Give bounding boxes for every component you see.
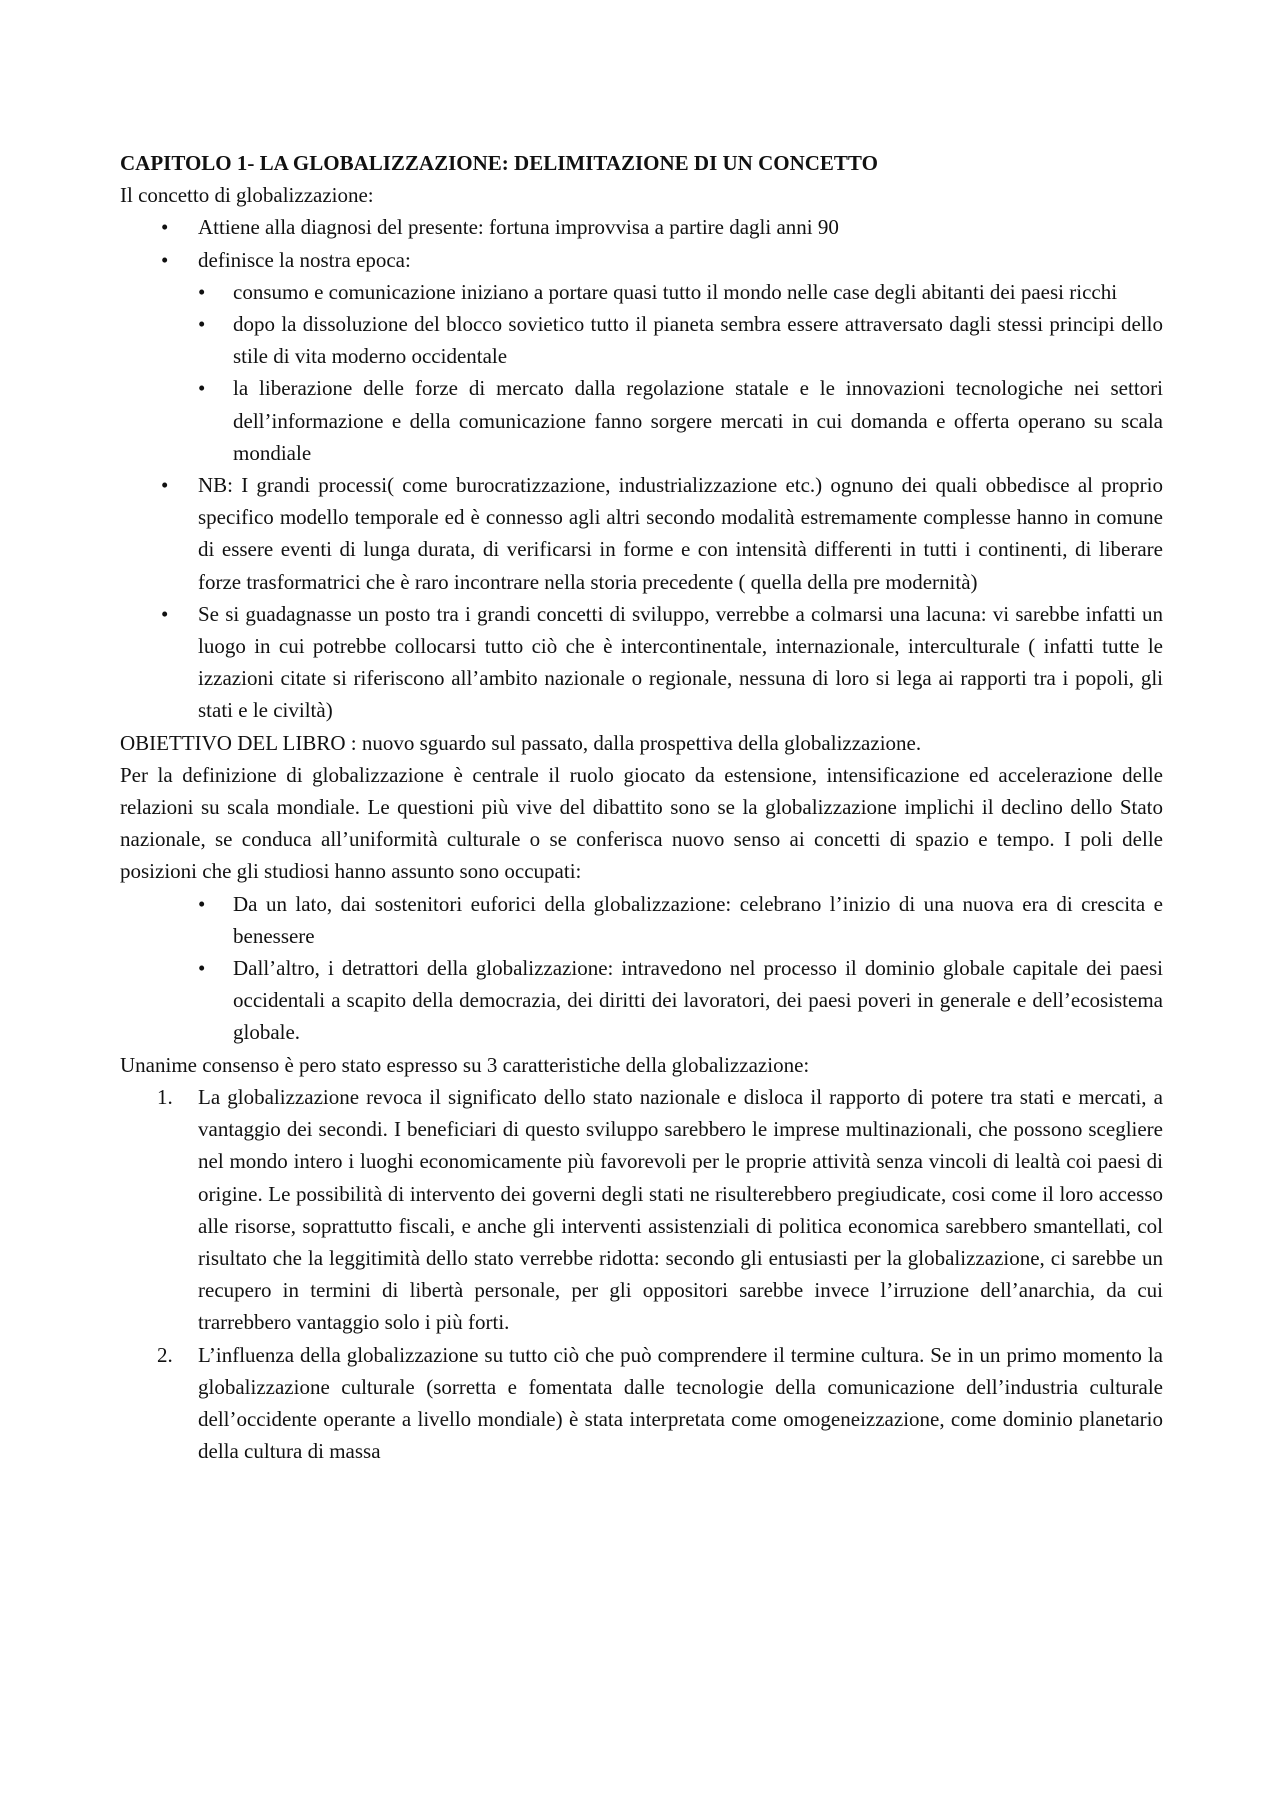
item-number: 1. xyxy=(157,1084,173,1109)
sublist-item xyxy=(120,888,1163,952)
sublist-item xyxy=(120,308,1163,372)
bullet-icon: • xyxy=(161,601,169,626)
list-item-text: definisce la nostra epoca: xyxy=(198,247,411,272)
definition-paragraph: Per la definizione di globalizzazione è centrale il ruolo giocato da estensione, intensificazione ed accelerazione delle relazioni su scala mondiale. Le questioni più vive del dibattito sono se la globalizzazione implichi il declino dello Stato nazionale, se conduca all’uniformità culturale o se conferisca nuovo senso ai concetti di spazio e tempo. I poli delle posizioni che gli studiosi hanno assunto sono occupati: xyxy=(120,762,1163,884)
list-item-text: Attiene alla diagnosi del presente: fortuna improvvisa a partire dagli anni 90 xyxy=(198,215,839,240)
sublist-item xyxy=(120,276,1163,308)
numbered-item xyxy=(120,1339,1163,1468)
sublist-item-text: Da un lato, dai sostenitori euforici della globalizzazione: celebrano l’inizio di una nuova era di crescita e benessere xyxy=(233,891,1163,948)
chapter-title: CAPITOLO 1- LA GLOBALIZZAZIONE: DELIMITAZIONE DI UN CONCETTO xyxy=(120,151,878,175)
bullet-icon: • xyxy=(198,376,206,401)
bullet-icon: • xyxy=(198,279,206,304)
numbered-item-text: L’influenza della globalizzazione su tutto ciò che può comprendere il termine cultura. Se in un primo momento la globalizzazione culturale (sorretta e fomentata dalle tecnologie della comunicazione dell’industria culturale dell’occidente operante a livello mondiale) è stata interpretata come omogeneizzazione, come dominio planetario della cultura di massa xyxy=(198,1342,1163,1464)
numbered-item-text: La globalizzazione revoca il significato dello stato nazionale e disloca il rapporto di potere tra stati e mercati, a vantaggio dei secondi. I beneficiari di questo sviluppo sarebbero le imprese multinazionali, che possono scegliere nel mondo intero i luoghi economicamente più favorevoli per le proprie attività senza vincoli di lealtà coi paesi di origine. Le possibilità di intervento dei governi degli stati ne risulterebbero pregiudicate, cosi come il loro accesso alle risorse, soprattutto fiscali, e anche gli interventi assistenziali di politica economica sarebbero smantellati, col risultato che la leggitimità dello stato verrebbe ridotta: secondo gli entusiasti per la globalizzazione, ci sarebbe un recupero in termini di libertà personale, per gli oppositori sarebbe invece l’irruzione dell’anarchia, da cui trarrebbero vantaggio solo i più forti. xyxy=(198,1084,1163,1335)
bullet-icon: • xyxy=(161,215,169,240)
list-item xyxy=(120,211,1163,243)
sublist-item xyxy=(120,372,1163,469)
bullet-sublist xyxy=(120,276,1163,469)
numbered-item xyxy=(120,1081,1163,1339)
intro-line: Il concetto di globalizzazione: xyxy=(120,183,374,208)
sublist-item-text: la liberazione delle forze di mercato dalla regolazione statale e le innovazioni tecnologiche nei settori dell’informazione e della comunicazione fanno sorgere mercati in cui domanda e offerta operano su scala mondiale xyxy=(233,376,1163,465)
sublist-item-text: Dall’altro, i detrattori della globalizzazione: intravedono nel processo il dominio globale capitale dei paesi occidentali a scapito della democrazia, dei diritti dei lavoratori, dei paesi poveri in generale e dell’ecosistema globale. xyxy=(233,956,1163,1045)
bullet-icon: • xyxy=(161,247,169,272)
poles-list xyxy=(120,888,1163,1049)
item-number: 2. xyxy=(157,1342,173,1367)
bullet-list-notes xyxy=(120,469,1163,727)
numbered-list xyxy=(120,1081,1163,1467)
bullet-icon: • xyxy=(198,956,206,981)
sublist-item-text: consumo e comunicazione iniziano a portare quasi tutto il mondo nelle case degli abitanti dei paesi ricchi xyxy=(233,279,1118,304)
list-item xyxy=(120,244,1163,276)
bullet-icon: • xyxy=(198,312,206,337)
list-item-text: Se si guadagnasse un posto tra i grandi concetti di sviluppo, verrebbe a colmarsi una lacuna: vi sarebbe infatti un luogo in cui potrebbe collocarsi tutto ciò che è intercontinentale, internazionale, interculturale ( infatti tutte le izzazioni citate si riferiscono all’ambito nazionale o regionale, nessuna di loro si lega ai rapporti tra i popoli, gli stati e le civiltà) xyxy=(198,601,1163,723)
objective-line: OBIETTIVO DEL LIBRO : nuovo sguardo sul passato, dalla prospettiva della globalizzazione. xyxy=(120,730,922,755)
list-item-text: NB: I grandi processi( come burocratizzazione, industrializzazione etc.) ognuno dei quali obbedisce al proprio specifico modello temporale ed è connesso agli altri secondo modalità estremamente complesse hanno in comune di essere eventi di lunga durata, di verificarsi in forme e con intensità differenti in tutti i continenti, di liberare forze trasformatrici che è raro incontrare nella storia precedente ( quella della pre modernità) xyxy=(198,473,1163,594)
bullet-list-main xyxy=(120,211,1163,275)
consensus-line: Unanime consenso è pero stato espresso su 3 caratteristiche della globalizzazione: xyxy=(120,1052,810,1077)
bullet-icon: • xyxy=(161,473,169,498)
document-body xyxy=(120,147,1163,1467)
list-item xyxy=(120,469,1163,598)
list-item xyxy=(120,598,1163,727)
sublist-item xyxy=(120,952,1163,1049)
bullet-icon: • xyxy=(198,891,206,916)
sublist-item-text: dopo la dissoluzione del blocco sovietico tutto il pianeta sembra essere attraversato dagli stessi principi dello stile di vita moderno occidentale xyxy=(233,312,1163,369)
